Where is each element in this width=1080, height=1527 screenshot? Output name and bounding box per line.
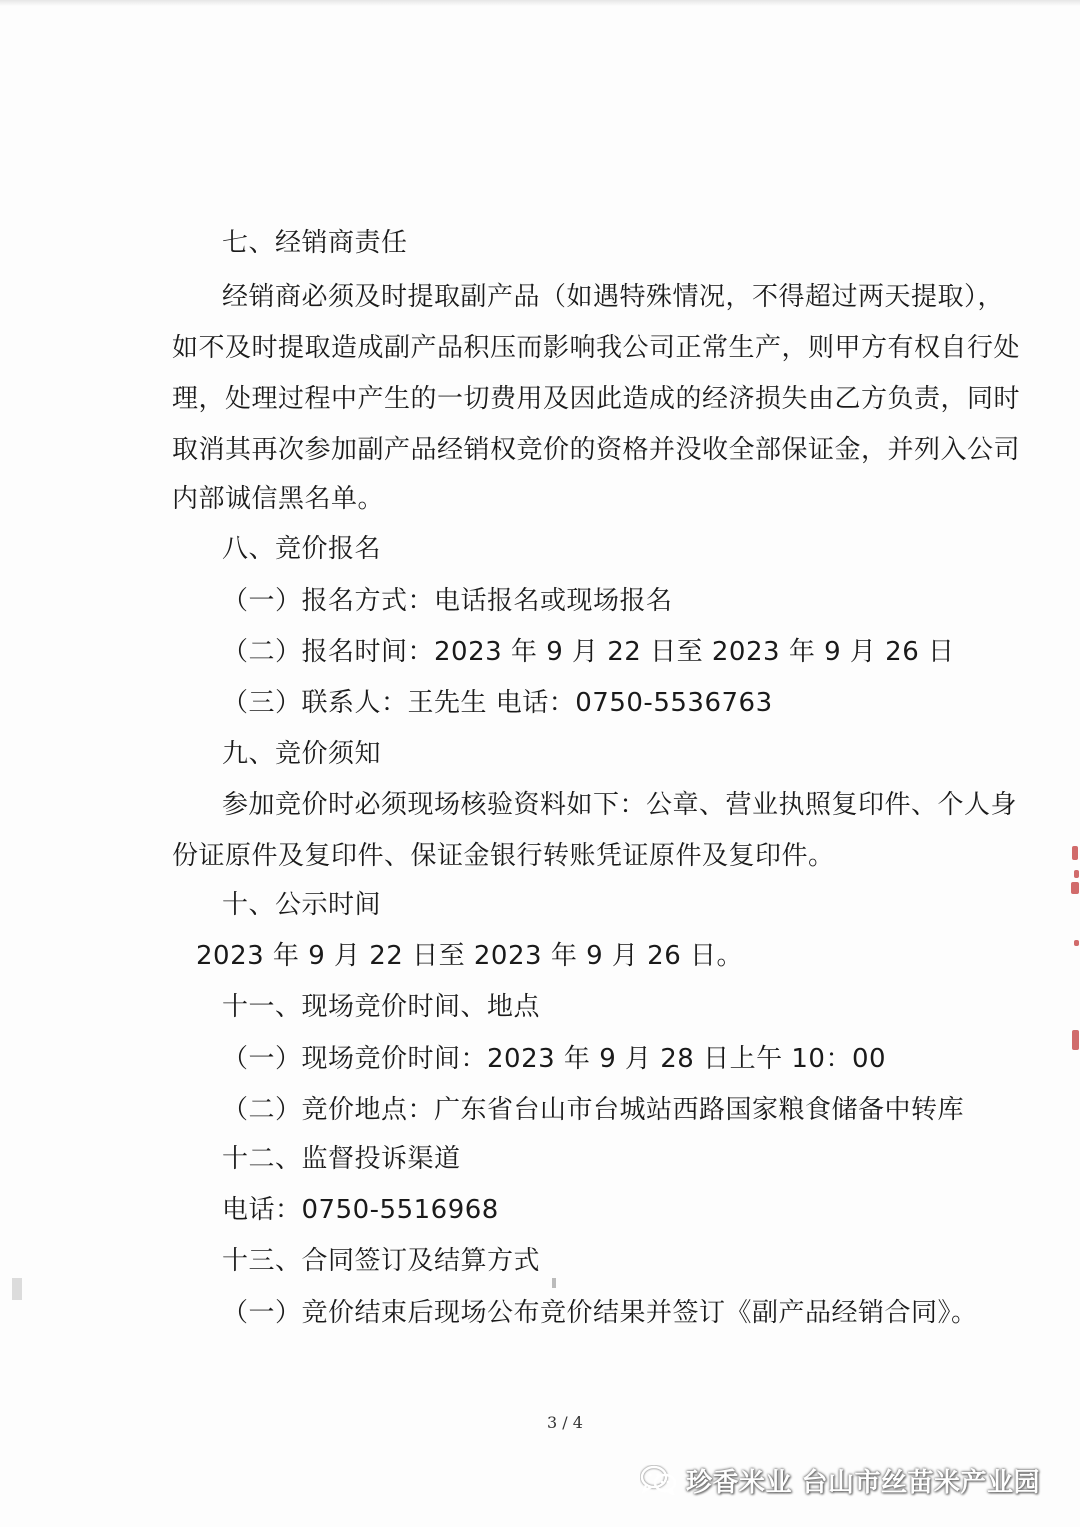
section-10-title: 十、公示时间: [222, 890, 382, 920]
section-7-paragraph-line: 内部诚信黑名单。: [172, 484, 385, 514]
section-7-paragraph-line: 如不及时提取造成副产品积压而影响我公司正常生产，则甲方有权自行处: [172, 333, 1021, 363]
section-11-title: 十一、现场竞价时间、地点: [222, 992, 541, 1022]
seal-fragment: [1072, 846, 1078, 860]
section-12-title: 十二、监督投诉渠道: [222, 1144, 461, 1174]
section-8-title: 八、竞价报名: [222, 534, 382, 564]
section-11-item: （二）竞价地点：广东省台山市台城站西路国家粮食储备中转库: [222, 1095, 965, 1125]
section-11-item: （一）现场竞价时间：2023 年 9 月 28 日上午 10：00: [222, 1044, 887, 1074]
wechat-watermark: [640, 1460, 1040, 1500]
section-7-paragraph-line: 取消其再次参加副产品经销权竞价的资格并没收全部保证金，并列入公司: [172, 435, 1021, 465]
section-10-paragraph: 2023 年 9 月 22 日至 2023 年 9 月 26 日。: [196, 941, 743, 971]
section-8-item: （三）联系人：王先生 电话：0750-5536763: [222, 688, 773, 718]
scan-artifact: [552, 1278, 556, 1288]
watermark-text: 珍香米业 台山市丝苗米产业园: [686, 1467, 1041, 1498]
seal-fragment: [1072, 1030, 1079, 1050]
section-7-paragraph-line: 经销商必须及时提取副产品（如遇特殊情况，不得超过两天提取），: [222, 282, 1005, 312]
seal-fragment: [1074, 940, 1079, 946]
section-13-title: 十三、合同签订及结算方式: [222, 1246, 541, 1276]
scan-edge: [0, 0, 1080, 6]
seal-fragment: [1074, 870, 1079, 878]
page-number: 3 / 4: [547, 1413, 583, 1432]
section-12-paragraph: 电话：0750-5516968: [222, 1195, 499, 1225]
section-7-paragraph-line: 理，处理过程中产生的一切费用及因此造成的经济损失由乙方负责，同时: [172, 384, 1021, 414]
section-9-paragraph-line: 参加竞价时必须现场核验资料如下：公章、营业执照复印件、个人身: [222, 790, 1018, 820]
section-8-item: （二）报名时间：2023 年 9 月 22 日至 2023 年 9 月 26 日: [222, 637, 955, 667]
section-13-item: （一）竞价结束后现场公布竞价结果并签订《副产品经销合同》。: [222, 1298, 978, 1328]
scan-artifact: [12, 1278, 22, 1300]
section-8-item: （一）报名方式：电话报名或现场报名: [222, 586, 673, 616]
seal-fragment: [1071, 882, 1079, 894]
wechat-icon: [640, 1465, 678, 1495]
section-7-title: 七、经销商责任: [222, 228, 408, 258]
section-9-paragraph-line: 份证原件及复印件、保证金银行转账凭证原件及复印件。: [172, 841, 835, 871]
section-9-title: 九、竞价须知: [222, 739, 382, 769]
